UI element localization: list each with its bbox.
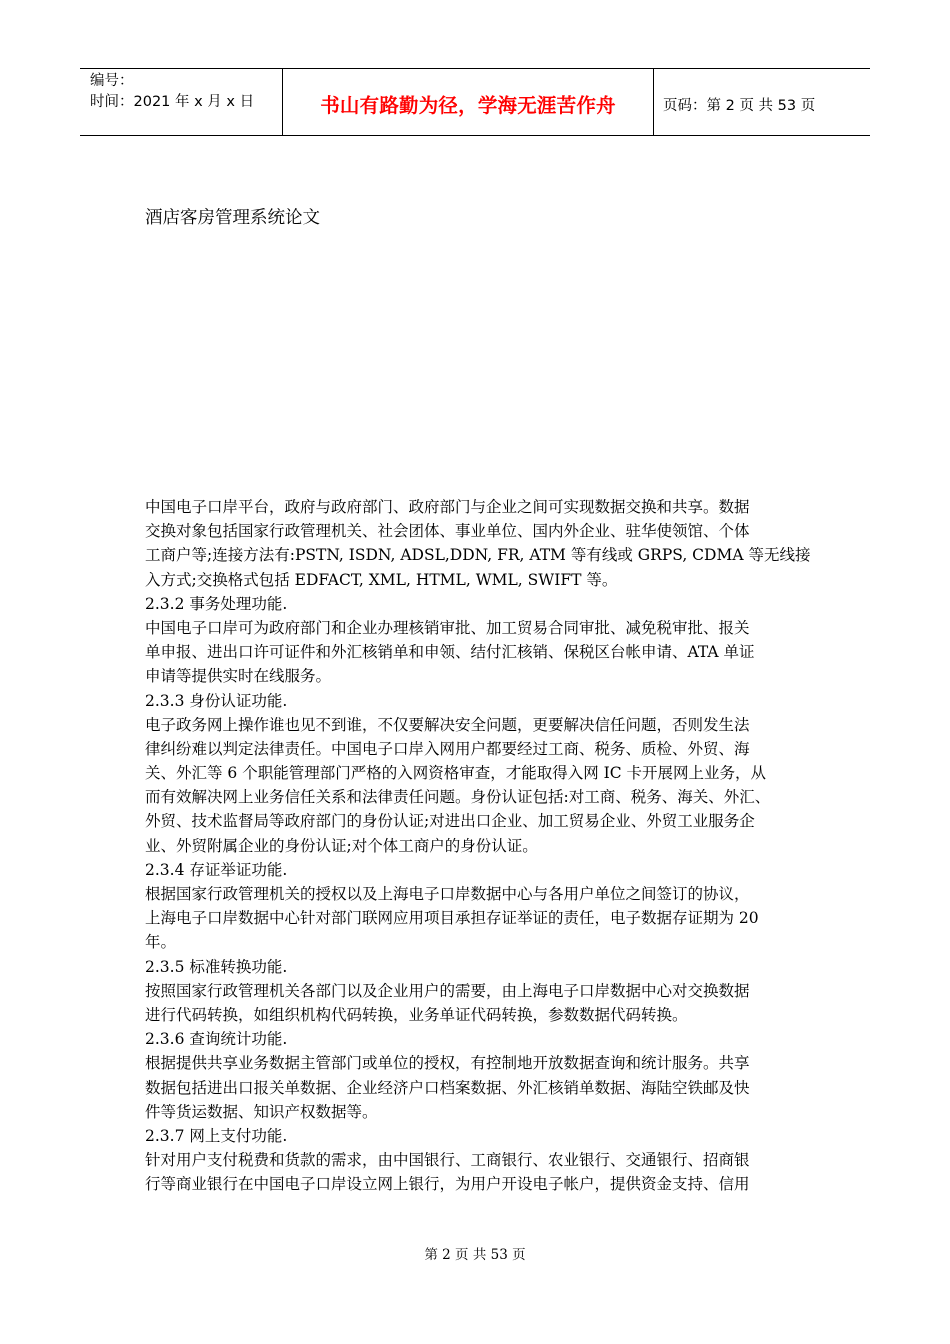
body-line: 2.3.3 身份认证功能. bbox=[145, 691, 288, 710]
body-line: 进行代码转换，如组织机构代码转换，业务单证代码转换，参数数据代码转换。 bbox=[145, 1005, 688, 1024]
body-line: 2.3.7 网上支付功能. bbox=[145, 1126, 288, 1145]
page-header bbox=[80, 68, 870, 136]
body-line: 外贸、技术监督局等政府部门的身份认证;对进出口企业、加工贸易企业、外贸工业服务企 bbox=[145, 812, 755, 831]
body-line: 业、外贸附属企业的身份认证;对个体工商户的身份认证。 bbox=[145, 836, 538, 855]
body-line: 2.3.2 事务处理功能. bbox=[145, 594, 288, 613]
body-line: 2.3.4 存证举证功能. bbox=[145, 860, 288, 879]
header-motto-cell bbox=[282, 69, 654, 135]
header-page-cell bbox=[654, 69, 870, 135]
body-line: 而有效解决网上业务信任关系和法律责任问题。身份认证包括:对工商、税务、海关、外汇、 bbox=[145, 788, 771, 807]
body-line: 电子政务网上操作谁也见不到谁，不仅要解决安全问题，更要解决信任问题，否则发生法 bbox=[145, 715, 750, 734]
body-line: 针对用户支付税费和货款的需求，由中国银行、工商银行、农业银行、交通银行、招商银 bbox=[145, 1151, 750, 1170]
body-line: 关、外汇等 6 个职能管理部门严格的入网资格审查，才能取得入网 IC 卡开展网上业务，从 bbox=[145, 764, 767, 783]
body-line: 件等货运数据、知识产权数据等。 bbox=[145, 1102, 378, 1121]
body-line: 根据提供共享业务数据主管部门或单位的授权，有控制地开放数据查询和统计服务。共享 bbox=[145, 1054, 750, 1073]
body-line: 年。 bbox=[145, 933, 177, 952]
header-meta bbox=[80, 69, 282, 135]
body-line: 工商户等;连接方法有:PSTN, ISDN, ADSL,DDN, FR, ATM 等有线或 GRPS, CDMA 等无线接 bbox=[145, 546, 811, 565]
number-label: 编号： bbox=[90, 73, 134, 89]
body-line: 上海电子口岸数据中心针对部门联网应用项目承担存证举证的责任，电子数据存证期为 20 bbox=[145, 909, 759, 928]
body-line: 2.3.6 查询统计功能. bbox=[145, 1030, 288, 1049]
body-line: 2.3.5 标准转换功能. bbox=[145, 957, 288, 976]
body-line: 中国电子口岸平台，政府与政府部门、政府部门与企业之间可实现数据交换和共享。数据 bbox=[145, 498, 750, 516]
body-line: 行等商业银行在中国电子口岸设立网上银行，为用户开设电子帐户，提供资金支持、信用 bbox=[145, 1175, 750, 1194]
body-line: 中国电子口岸可为政府部门和企业办理核销审批、加工贸易合同审批、减免税审批、报关 bbox=[145, 618, 750, 637]
body-line: 交换对象包括国家行政管理机关、社会团体、事业单位、国内外企业、驻华使领馆、个体 bbox=[145, 522, 750, 541]
body-line: 申请等提供实时在线服务。 bbox=[145, 667, 332, 686]
body-line: 单申报、进出口许可证件和外汇核销单和申领、结付汇核销、保税区台帐申请、ATA 单证 bbox=[145, 643, 755, 662]
body-line: 入方式;交换格式包括 EDFACT, XML, HTML, WML, SWIFT 等。 bbox=[145, 570, 618, 589]
document-title: 酒店客房管理系统论文 bbox=[145, 208, 320, 228]
page-info: 页码：第 2 页 共 53 页 bbox=[663, 97, 816, 114]
time-label: 时间：2021 年 x 月 x 日 bbox=[90, 94, 255, 110]
document-body bbox=[145, 495, 820, 1196]
body-line: 按照国家行政管理机关各部门以及企业用户的需要，由上海电子口岸数据中心对交换数据 bbox=[145, 981, 750, 1000]
body-line: 律纠纷难以判定法律责任。中国电子口岸入网用户都要经过工商、税务、质检、外贸、海 bbox=[145, 739, 750, 758]
body-line: 根据国家行政管理机关的授权以及上海电子口岸数据中心与各用户单位之间签订的协议， bbox=[145, 885, 750, 903]
motto-text: 书山有路勤为径，学海无涯苦作舟 bbox=[320, 94, 616, 117]
page-footer: 第 2 页 共 53 页 bbox=[424, 1247, 526, 1263]
body-line: 数据包括进出口报关单数据、企业经济户口档案数据、外汇核销单数据、海陆空铁邮及快 bbox=[145, 1078, 750, 1097]
